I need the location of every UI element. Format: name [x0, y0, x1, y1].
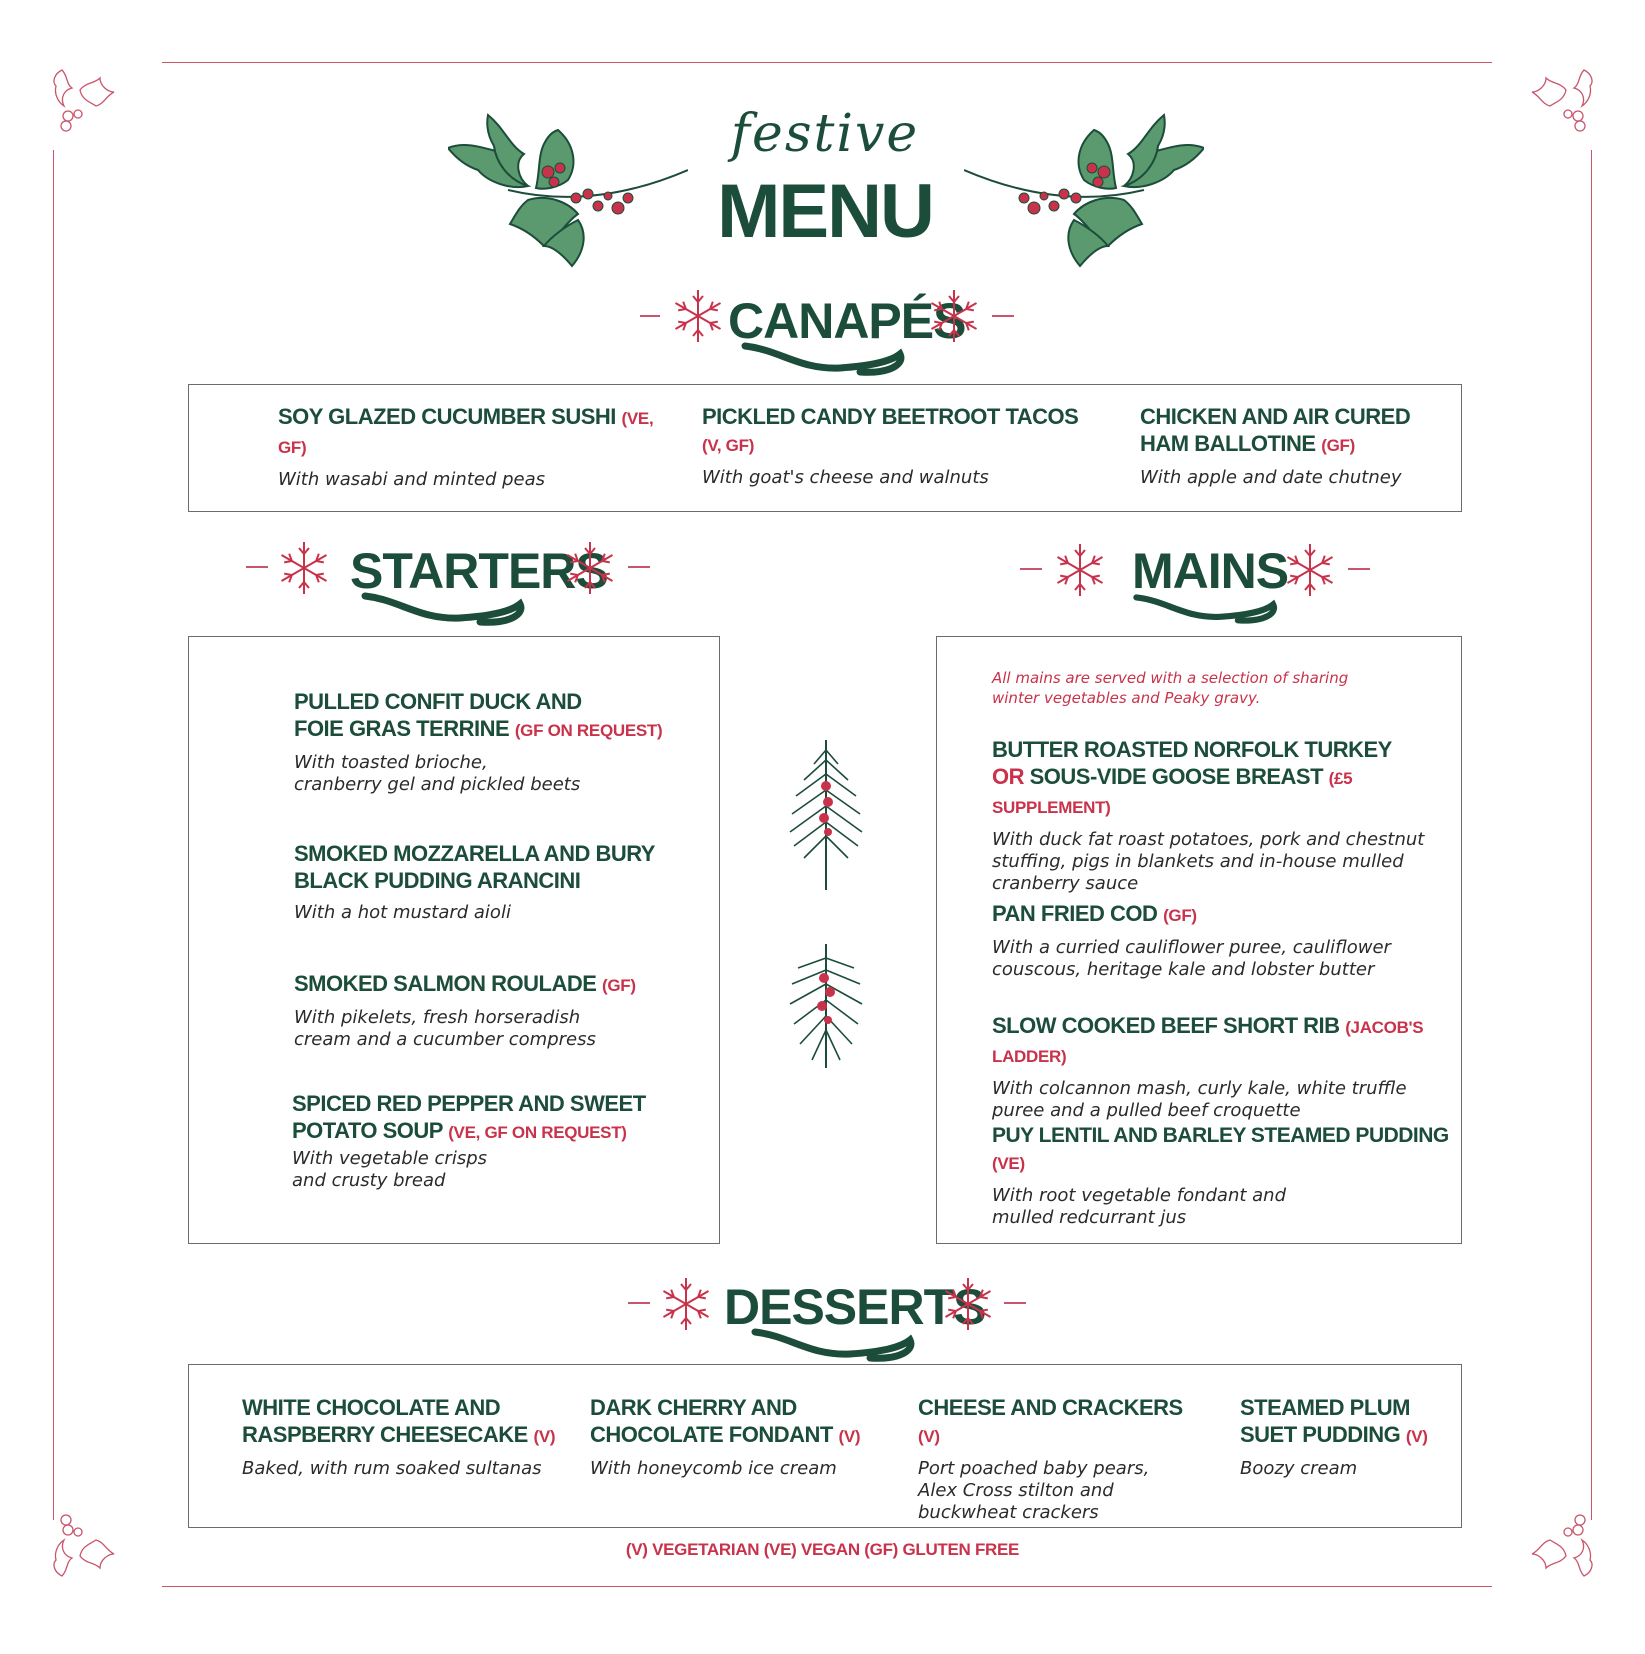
section-heading-desserts: DESSERTS	[724, 1279, 986, 1335]
diet-tag: (V, GF)	[702, 436, 755, 455]
snowflake-icon	[658, 1276, 714, 1332]
heading-dash	[640, 315, 660, 317]
dish-description-line: With a curried cauliflower puree, cauliflower	[992, 937, 1391, 958]
starter-item	[292, 1090, 712, 1192]
dish-description-line: cream and a cucumber compress	[294, 1029, 596, 1050]
dish-name-line: STEAMED PLUM	[1240, 1395, 1410, 1420]
dish-name-line: PUY LENTIL AND BARLEY STEAMED PUDDING	[992, 1124, 1449, 1147]
main-item	[992, 736, 1452, 895]
dish-description-line: couscous, heritage kale and lobster butter	[992, 959, 1375, 980]
dish-description-line: Port poached baby pears,	[918, 1458, 1150, 1479]
holly-corner-icon	[50, 1510, 120, 1588]
dish-description-line: With pikelets, fresh horseradish	[294, 1007, 581, 1028]
holly-icon	[448, 110, 688, 270]
starter-item	[294, 970, 714, 1051]
dish-name: PICKLED CANDY BEETROOT TACOS	[702, 404, 1079, 429]
diet-tag: (V)	[838, 1427, 861, 1446]
snowflake-icon	[670, 288, 726, 344]
dish-name-line: WHITE CHOCOLATE AND	[242, 1395, 501, 1420]
section-heading-starters: STARTERS	[350, 543, 608, 599]
dish-name-line: DARK CHERRY AND	[590, 1395, 797, 1420]
dish-name-line: CHOCOLATE FONDANT	[590, 1422, 833, 1447]
snowflake-icon	[926, 288, 982, 344]
diet-tag: (GF ON REQUEST)	[514, 721, 663, 740]
diet-tag: (JACOB'S LADDER)	[992, 1018, 1424, 1066]
mains-note	[992, 668, 1432, 708]
dish-name-line: SLOW COOKED BEEF SHORT RIB	[992, 1013, 1340, 1038]
dessert-item	[1240, 1394, 1450, 1480]
starter-item	[294, 688, 714, 796]
pine-sprig-icon	[784, 740, 868, 890]
holly-icon	[964, 110, 1204, 270]
dish-description: With goat's cheese and walnuts	[702, 467, 989, 488]
title-script: festive	[730, 104, 920, 164]
dish-name: SOY GLAZED CUCUMBER SUSHI	[278, 404, 616, 429]
canape-item	[1140, 403, 1450, 489]
frame-right-line	[1591, 150, 1592, 1520]
starter-item	[294, 840, 714, 924]
dish-description-line: With duck fat roast potatoes, pork and chestnut	[992, 829, 1425, 850]
dish-name-line: CHEESE AND CRACKERS	[918, 1395, 1183, 1420]
dish-name-line: RASPBERRY CHEESECAKE	[242, 1422, 528, 1447]
heading-dash	[628, 1302, 650, 1304]
dish-name-line: FOIE GRAS TERRINE	[294, 716, 510, 741]
diet-tag: (GF)	[1321, 436, 1355, 455]
main-item	[992, 1122, 1456, 1229]
or-label: OR	[992, 764, 1024, 789]
canape-item	[278, 403, 658, 491]
frame-left-line	[53, 150, 54, 1520]
note-line: All mains are served with a selection of sharing	[992, 669, 1349, 687]
dish-description-line: With honeycomb ice cream	[590, 1458, 837, 1479]
diet-tag: (VE)	[992, 1154, 1025, 1173]
dish-name-line: BLACK PUDDING ARANCINI	[294, 868, 581, 893]
dish-description: With apple and date chutney	[1140, 467, 1402, 488]
heading-swash	[1132, 590, 1282, 626]
heading-dash	[1020, 568, 1042, 570]
dish-description-line: stuffing, pigs in blankets and in-house mulled	[992, 851, 1404, 872]
dish-description-line: With colcannon mash, curly kale, white truffle	[992, 1078, 1407, 1099]
dish-name-line: PULLED CONFIT DUCK AND	[294, 689, 582, 714]
heading-dash	[992, 315, 1014, 317]
heading-swash	[360, 590, 530, 626]
dish-description-line: cranberry sauce	[992, 873, 1139, 894]
section-heading-canapes: CANAPÉS	[728, 293, 966, 349]
snowflake-icon	[1282, 542, 1338, 598]
frame-top-line	[162, 62, 1492, 63]
dessert-item	[242, 1394, 562, 1480]
dish-name-line: SPICED RED PEPPER AND SWEET	[292, 1091, 646, 1116]
dish-name-line: CHICKEN AND AIR CURED	[1140, 404, 1411, 429]
holly-corner-icon	[1526, 58, 1596, 136]
holly-corner-icon	[1526, 1510, 1596, 1588]
dish-description-line: Boozy cream	[1240, 1458, 1358, 1479]
snowflake-icon	[1052, 542, 1108, 598]
diet-tag: (V)	[918, 1427, 940, 1446]
dish-name-line: BUTTER ROASTED NORFOLK TURKEY	[992, 737, 1392, 762]
pine-sprig-icon	[784, 944, 868, 1068]
diet-tag: (VE, GF ON REQUEST)	[448, 1123, 627, 1142]
dish-name-line: SOUS-VIDE GOOSE BREAST	[1029, 764, 1324, 789]
main-item	[992, 1012, 1452, 1122]
dish-name-line: SUET PUDDING	[1240, 1422, 1401, 1447]
diet-tag: (V)	[533, 1427, 556, 1446]
diet-tag: (£5 SUPPLEMENT)	[992, 769, 1353, 817]
note-line: winter vegetables and Peaky gravy.	[992, 689, 1261, 707]
snowflake-icon	[276, 540, 332, 596]
dish-description-line: puree and a pulled beef croquette	[992, 1100, 1301, 1121]
dish-name-line: SMOKED SALMON ROULADE	[294, 971, 597, 996]
dish-description-line: With toasted brioche,	[294, 752, 488, 773]
section-heading-mains: MAINS	[1132, 543, 1289, 599]
snowflake-icon	[940, 1276, 996, 1332]
diet-tag: (VE, GF)	[278, 409, 654, 457]
holly-corner-icon	[50, 58, 120, 136]
diet-tag: (GF)	[602, 976, 636, 995]
heading-dash	[1004, 1302, 1026, 1304]
dish-name-line: HAM BALLOTINE	[1140, 431, 1316, 456]
dish-description-line: Baked, with rum soaked sultanas	[242, 1458, 542, 1479]
main-item	[992, 900, 1452, 981]
heading-dash	[1348, 568, 1370, 570]
diet-tag: (V)	[1405, 1427, 1428, 1446]
heading-dash	[246, 566, 268, 568]
diet-tag: (GF)	[1163, 906, 1197, 925]
dish-description-line: mulled redcurrant jus	[992, 1207, 1187, 1228]
snowflake-icon	[562, 540, 618, 596]
dish-description-line: With a hot mustard aioli	[294, 902, 511, 923]
canape-item	[702, 403, 1082, 489]
dish-name-line: POTATO SOUP	[292, 1118, 443, 1143]
frame-bottom-line	[162, 1586, 1492, 1587]
heading-swash	[740, 340, 910, 376]
dish-name-line: SMOKED MOZZARELLA AND BURY	[294, 841, 655, 866]
dish-description-line: buckwheat crackers	[918, 1502, 1099, 1523]
dish-name-line: PAN FRIED COD	[992, 901, 1158, 926]
dish-description-line: With root vegetable fondant and	[992, 1185, 1286, 1206]
dish-description: With wasabi and minted peas	[278, 469, 546, 490]
dietary-legend: (V) VEGETARIAN (VE) VEGAN (GF) GLUTEN FREE	[625, 1540, 1020, 1559]
dish-description-line: and crusty bread	[292, 1170, 446, 1191]
page-title: MENU	[717, 169, 933, 254]
heading-dash	[628, 566, 650, 568]
dish-description-line: Alex Cross stilton and	[918, 1480, 1114, 1501]
dessert-item	[918, 1394, 1208, 1524]
heading-swash	[750, 1326, 920, 1362]
dish-description-line: cranberry gel and pickled beets	[294, 774, 581, 795]
dish-description-line: With vegetable crisps	[292, 1148, 488, 1169]
dessert-item	[590, 1394, 880, 1480]
